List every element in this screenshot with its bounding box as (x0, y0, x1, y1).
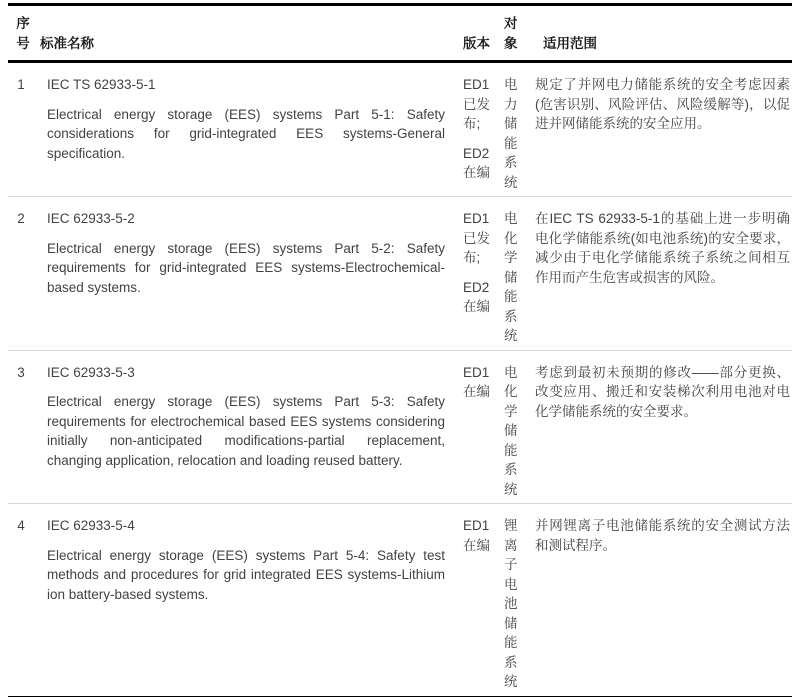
cell-standard-name (40, 197, 455, 351)
version-status: ED1 已发布; (463, 77, 490, 131)
cell-index: 3 (8, 350, 40, 504)
standards-table (8, 3, 792, 697)
version-status: ED2 在编 (463, 279, 490, 314)
cell-index: 4 (8, 504, 40, 697)
cell-object-type: 电化学储能系统 (503, 197, 533, 351)
standard-description: Electrical energy storage (EES) systems Part 5-2: Safety requirements for grid-integrated EES systems-Electrochemical-based systems. (47, 240, 445, 295)
standard-description: Electrical energy storage (EES) systems Part 5-4: Safety test methods and procedures for grid integrated EES systems-Lithium ion battery-based systems. (47, 547, 445, 602)
standard-description: Electrical energy storage (EES) systems Part 5-1: Safety considerations for grid-integrated EES systems-General specification. (47, 106, 445, 161)
table-header (8, 5, 792, 62)
cell-scope: 规定了并网电力储能系统的安全考虑因素(危害识别、风险评估、风险缓解等)，以促进并网储能系统的安全应用。 (535, 77, 790, 131)
cell-index: 1 (17, 77, 25, 92)
table-row (8, 197, 792, 351)
cell-version (455, 504, 503, 697)
version-status: ED1 在编 (463, 518, 490, 553)
cell-object-type: 锂离子电池储能系统 (503, 504, 533, 697)
cell-scope: 在IEC TS 62933-5-1的基础上进一步明确电化学储能系统(如电池系统)的安全要求，减少由于电化学储能系统子系统之间相互作用而产生危害或损害的风险。 (533, 197, 792, 351)
cell-version (455, 197, 503, 351)
standard-code: IEC 62933-5-2 (47, 211, 135, 226)
table-header-row (8, 5, 792, 62)
version-status: ED2 在编 (463, 145, 490, 180)
header-object: 对象 (503, 5, 533, 62)
cell-standard-name (40, 62, 455, 197)
header-scope: 适用范围 (533, 5, 792, 62)
cell-object-type: 电化学储能系统 (503, 350, 533, 504)
cell-index: 2 (8, 197, 40, 351)
table-row (8, 350, 792, 504)
standard-description: Electrical energy storage (EES) systems Part 5-3: Safety requirements for electrochemical based EES systems considering initially non-anticipated modifications-partial replacement, changing application, relocation and loading reused battery. (47, 394, 445, 468)
table-row (8, 504, 792, 697)
header-index: 序号 (8, 5, 40, 62)
header-name: 标准名称 (40, 5, 455, 62)
cell-version (455, 350, 503, 504)
version-status: ED1 已发布; (463, 211, 490, 265)
version-status: ED1 在编 (463, 364, 490, 399)
cell-scope: 考虑到最初未预期的修改——部分更换、改变应用、搬迁和安装梯次利用电池对电化学储能系统的安全要求。 (533, 350, 792, 504)
standard-code: IEC 62933-5-4 (47, 518, 135, 533)
cell-version (455, 62, 503, 197)
cell-scope: 并网锂离子电池储能系统的安全测试方法和测试程序。 (533, 504, 792, 697)
cell-object-type: 电力储能系统 (504, 77, 518, 190)
header-version: 版本 (455, 5, 503, 62)
table-body (8, 62, 792, 697)
table-row (8, 62, 792, 197)
standard-code: IEC 62933-5-3 (47, 364, 135, 380)
standard-code: IEC TS 62933-5-1 (47, 77, 156, 92)
cell-standard-name (40, 350, 455, 504)
cell-standard-name (40, 504, 455, 697)
